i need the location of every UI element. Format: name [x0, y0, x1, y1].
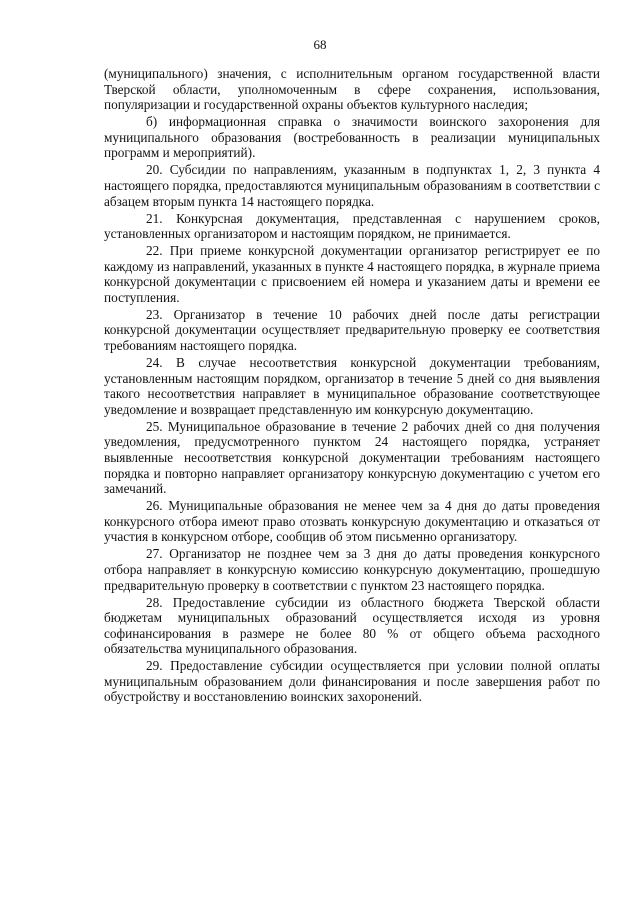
document-body — [104, 66, 600, 706]
paragraph-26: 26. Муниципальные образования не менее чем за 4 дня до даты проведения конкурсного отбора имеют право отозвать конкурсную документацию и отказаться от участия в конкурсном отборе, сообщив об этом письменно организатору. — [104, 498, 600, 545]
paragraph-27: 27. Организатор не позднее чем за 3 дня до даты проведения конкурсного отбора направляет в конкурсную комиссию конкурсную документацию, прошедшую предварительную проверку в соответствии с пунктом 23 настоящего порядка. — [104, 546, 600, 593]
paragraph-24: 24. В случае несоответствия конкурсной документации требованиям, установленным настоящим порядком, организатор в течение 5 дней со дня выявления такого несоответствия направляет в муниципальное образование соответствующее уведомление и возвращает представленную им конкурсную документацию. — [104, 355, 600, 417]
paragraph-25: 25. Муниципальное образование в течение 2 рабочих дней со дня получения уведомления, предусмотренного пунктом 24 настоящего порядка, устраняет выявленные несоответствия конкурсной документации требованиям настоящего порядка и повторно направляет организатору конкурсную документацию с учетом его замечаний. — [104, 418, 600, 497]
paragraph-29: 29. Предоставление субсидии осуществляется при условии полной оплаты муниципальным образованием доли финансирования и после завершения работ по обустройству и восстановлению воинских захоронений. — [104, 658, 600, 705]
paragraph-subitem-b: б) информационная справка о значимости воинского захоронения для муниципального образования (востребованность в реализации муниципальных программ и мероприятий). — [104, 114, 600, 161]
paragraph-28: 28. Предоставление субсидии из областного бюджета Тверской области бюджетам муниципальных образований осуществляется исходя из уровня софинансирования в размере не более 80 % от общего объема расходного обязательства муниципального образования. — [104, 594, 600, 657]
page-number: 68 — [313, 37, 327, 52]
paragraph-continuation: (муниципального) значения, с исполнительным органом государственной власти Тверской области, уполномоченным в сфере сохранения, использования, популяризации и государственной охраны объектов культурного наследия; — [104, 66, 600, 113]
paragraph-20: 20. Субсидии по направлениям, указанным в подпунктах 1, 2, 3 пункта 4 настоящего порядка, предоставляются муниципальным образованиям в соответствии с абзацем вторым пункта 14 настоящего порядка. — [104, 162, 600, 209]
paragraph-21: 21. Конкурсная документация, представленная с нарушением сроков, установленных организатором и настоящим порядком, не принимается. — [104, 210, 600, 242]
paragraph-23: 23. Организатор в течение 10 рабочих дней после даты регистрации конкурсной документации осуществляет предварительную проверку ее соответствия требованиям настоящего порядка. — [104, 306, 600, 354]
paragraph-22: 22. При приеме конкурсной документации организатор регистрирует ее по каждому из направлений, указанных в пункте 4 настоящего порядка, в журнале приема конкурсной документации с присвоением ей номера и указанием даты и времени ее поступления. — [104, 243, 600, 305]
